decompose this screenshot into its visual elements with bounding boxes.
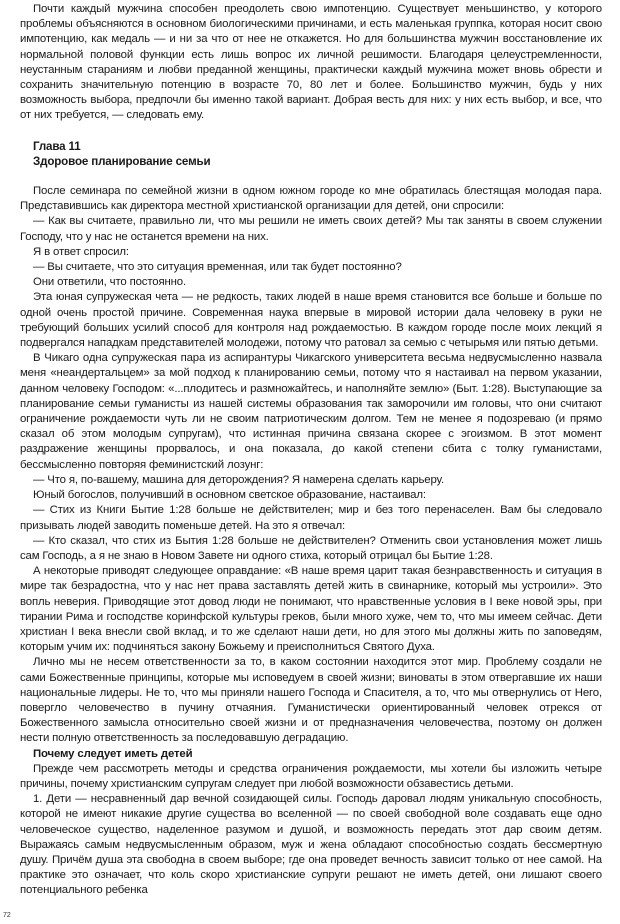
paragraph: — Что я, по-вашему, машина для деторождения? Я намерена сделать карьеру. bbox=[33, 473, 444, 486]
paragraph: В Чикаго одна супружеская пара из аспирантуры Чикагского университета весьма недвусмысленно назвала меня «неандертальцем» за мой подход к планированию семьи, потому что я настаивал на первом указании, данном человеку Господом: «...плодитесь и размножайтесь, и наполняйте землю» (Быт. 1:28). Выступающие за планирование семьи гуманисты из нашей системы образования так заморочили им головы, что они считают ограничение рождаемости чуть ли не своим патриотическим долгом. Тем не менее я подозреваю (и прямо сказал об этом молодым супругам), что истинная причина связана скорее с эгоизмом. В этот момент раздражение женщины прорвалось, и она показала, до какой степени сбита с толку гуманистами, бессмысленно повторяя феминистский лозунг: bbox=[20, 352, 602, 471]
section-gap bbox=[20, 124, 602, 139]
paragraph: Лично мы не несем ответственности за то, в каком состоянии находится этот мир. Проблему создали не сами Божественные принципы, которые мы исповедуем в своей жизни; виноваты в этом отвергавшие их наши национальные лидеры. Не то, что мы приняли нашего Господа и Спасителя, а то, что мы отвернулись от Него, повергло человечество в пучину отчаяния. Гуманистически ориентированный человек отрекся от Божественного замысла относительно своей жизни и от предназначения человечества, поэтому он должен нести полную ответственность за последовавшую деградацию. bbox=[20, 656, 602, 745]
section-subheading: Почему следует иметь детей bbox=[33, 747, 193, 760]
chapter-title: Здоровое планирование семьи bbox=[33, 154, 211, 168]
paragraph: Юный богослов, получивший в основном светское образование, настаивал: bbox=[33, 489, 426, 502]
page-number: 72 bbox=[3, 912, 11, 919]
paragraph: — Вы считаете, что это ситуация временная, или так будет постоянно? bbox=[33, 261, 402, 274]
paragraph: После семинара по семейной жизни в одном южном городе ко мне обратилась блестящая молодая пара. Представившись как директора местной христианской организации для детей, они спросили: bbox=[20, 185, 602, 213]
paragraph: А некоторые приводят следующее оправдание: «В наше время царит такая безнравственность и ситуация в мире так безрадостна, что у нас нет права заставлять детей жить в свинарнике, который мы устроили». Это вопль неверия. Приводящие этот довод люди не понимают, что нравственные условия в I веке новой эры, при тирании Рима и господстве коринфской культуры греков, были много хуже, чем то, что мы имеем сейчас. Дети христиан I века внесли свой вклад, и то же сделают наши дети, но для этого мы должны жить по заповедям, которым учим их: подчиняться закону Божьему и преисполниться Святого Духа. bbox=[20, 565, 602, 654]
paragraph: Я в ответ спросил: bbox=[33, 245, 129, 258]
paragraph: 1. Дети — несравненный дар вечной созидающей силы. Господь даровал людям уникальную способность, которой не имеют никакие другие существа во вселенной — по своей свободной воле создавать еще одно человеческое существо, наделенное разумом и душой, и возможность передать этот дар своим детям. Выражаясь самым недвусмысленным образом, муж и жена обладают способностью создать бессмертную душу. Причём душа эта свободна в своем выборе; где она проведет вечность зависит только от нее самой. На практике это означает, что коль скоро христианские супруги решают не иметь детей, они лишают своего потенциального ребенка bbox=[20, 793, 602, 897]
paragraph: Эта юная супружеская чета — не редкость, таких людей в наше время становится все больше и больше по одной очень простой причине. Современная наука впервые в мировой истории дала человеку в руки не требующий больших усилий способ для контроля над рождаемостью. В каждом городе после моих лекций я подвергался нападкам представителей молодежи, потому что ратовал за семью с четырьмя или пятью детьми. bbox=[20, 291, 602, 350]
paragraph: — Как вы считаете, правильно ли, что мы решили не иметь своих детей? Мы так заняты в своем служении Господу, что у нас не останется времени на них. bbox=[20, 215, 602, 243]
paragraph: Прежде чем рассмотреть методы и средства ограничения рождаемости, мы хотели бы изложить четыре причины, почему христианским супругам следует при любой возможности обзавестись детьми. bbox=[20, 762, 602, 790]
chapter-number: Глава 11 bbox=[33, 139, 81, 153]
intro-paragraph: Почти каждый мужчина способен преодолеть свою импотенцию. Существует меньшинство, у которого проблемы объясняются в основном биологическими причинами, и есть маленькая группка, которая носит свою импотенцию, как медаль — и ни за что от нее не откажется. Но для большинства мужчин восстановление их нормальной половой функции есть лишь вопрос их личной решимости. Благодаря целеустремленности, неустанным стараниям и любви преданной женщины, практически каждый мужчина может вновь обрести и сохранить значительную потенцию в возрасте 70, 80 лет и более. Большинство мужчин, будь у них возможность выбора, предпочли бы именно такой вариант. Добрая весть для них: у них есть выбор, и все, что от них требуется, — следовать ему. bbox=[20, 3, 602, 122]
page-text bbox=[20, 2, 602, 899]
section-gap bbox=[20, 169, 602, 184]
paragraph: — Стих из Книги Бытие 1:28 больше не действителен; мир и без того перенаселен. Вам бы следовало призывать людей заводить поменьше детей. На это я отвечал: bbox=[20, 504, 602, 532]
paragraph: Они ответили, что постоянно. bbox=[33, 276, 186, 289]
paragraph: — Кто сказал, что стих из Бытия 1:28 больше не действителен? Отменить свои установления может лишь сам Господь, а я не знаю в Новом Завете ни одного стиха, который отрицал бы Бытие 1:28. bbox=[20, 534, 602, 562]
